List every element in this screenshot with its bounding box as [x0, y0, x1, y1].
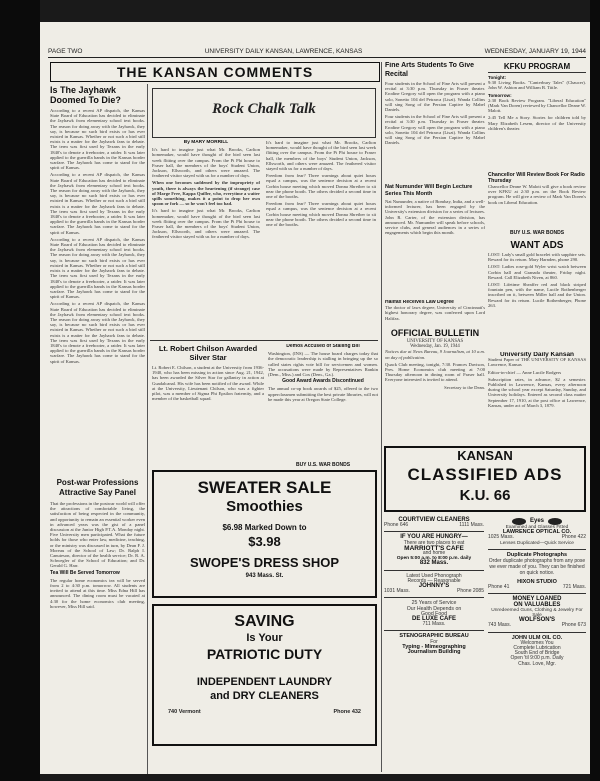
fine-arts-text: Four students in the School of Fine Arts will present a recital at 3:30 p.m. Thursday in Fraser theater. Erodine Gregory will open the program with a piano solo, Sonetto 104 del Petrarca (Liszt). Wanda Collins will sing Song of the Persian Captive by Mabel Daniels.: [385, 81, 485, 113]
ulm-hours: Open 'til 9:00 p.m. Daily: [510, 655, 564, 662]
war-bonds-banner-2: BUY U.S. WAR BONDS: [509, 230, 565, 236]
kfku-t1: 9:30 Living Books. "Canterbury Tales" (Chaucer). John W. Ashton and William B. Tittle.: [488, 80, 586, 91]
demos-title: Demos Accused of Stalling Bill: [286, 344, 360, 349]
saving-ad: [152, 604, 377, 746]
laundry-address: 740 Vermont: [168, 709, 201, 715]
issue-date: WEDNESDAY, JANUARY 19, 1944: [484, 48, 586, 55]
patriotic-duty-text: PATRIOTIC DUTY: [206, 646, 323, 662]
divider: [150, 340, 378, 341]
official-bulletin: [385, 328, 485, 438]
malott-text: Chancellor Deane W. Malott will give a book review over KFKU at 2:30 p.m. on the Book Review program. He will give a review of Mark Van Doren's book on Liberal Education.: [488, 184, 586, 205]
want-ad-3: LOST: Lifetime Sheaffer red and black striped fountain pen, with the name, Lucile Rothenberger inscribed on it, between Miller hall and the Union. Reward for its return. Lucile Rothenberger, Phone 263.: [488, 282, 586, 308]
halifax-title: Halifax Receives Law Degree: [385, 300, 454, 305]
steno-location: Journalism Building: [407, 649, 461, 656]
courtview-phone: Phone 646: [384, 522, 409, 529]
ad-divider: [488, 632, 586, 633]
rock-chalk-byline: By MARY MORRILL: [183, 140, 229, 145]
bulletin-date: Wednesday, Jan. 19, 1944: [410, 344, 460, 350]
column-divider-2: [381, 62, 382, 772]
demos-text: Washington, (INS) — The house board charges today that the democratic leadership is stalling in bringing up the so called states rights vote bill for servicemen and women. The accusations were made by Representatives Rankin (Dem., Miss.) and Cox (Dem., Ga.).: [268, 351, 378, 378]
postwar-text: That the professions in the postwar world will offer the attractions of comfortable living, the satisfaction of being respected in the community, and opportunity to remain an essential worker even in advanced years was the gist of a panel discussion at the Junior High P.T.A. Monday night. Five University men participated. What the future holds for those who enter law, medicine, teaching, or the ministry was discussed in turn, by Dean F. J. Moreau of the School of Law; Dr. Ralph I. Canuteson, director of the health service; Dr. R. A. Schwegler of the School of Education; and Dr. Gerald G. Harr.: [50, 501, 145, 569]
eyes-row: [488, 518, 586, 525]
hixon-contact: [488, 585, 586, 590]
lenses-text: Lenses Duplicated—Quick Service: [500, 540, 574, 546]
hixon-phone: Phone 41: [488, 584, 510, 591]
marriott-address: 832 Mass.: [419, 560, 449, 567]
smoothies-heading: Smoothies: [226, 498, 303, 515]
scan-border-right: [590, 0, 600, 781]
laundry-contact: [154, 703, 375, 715]
award-text: The annual co-op book awards of $25, offered to the two upperclassmen submitting the best private libraries, will not be made this year at Oregon State College.: [268, 386, 378, 402]
masthead-text: Subscription rates, in advance, $2 a semester. Published in Lawrence, Kansas, every afternoon during the school year except Saturday, Sunday, and University holidays. Entered as second class matter September 17, 1910, at the post office at Lawrence, Kansas, under act of March 3, 1879.: [488, 376, 586, 408]
marked-down-text: $6.98 Marked Down to: [222, 523, 307, 532]
courtview-contact: [384, 523, 484, 528]
paper-title: UNIVERSITY DAILY KANSAN, LAWRENCE, KANSAS: [204, 48, 363, 55]
jayhawk-text: According to a recent AP dispatch, the Kansas State Board of Education has decided to eliminate the Jayhawk from elementary school text books. The reason for doing away with the Jayhawk, they say, is because no such bird exists or has ever existed in Kansas. Whether or not such a bird still exists is a matter for the Jayhawk fans to debate. The term was first used by Texans in the early 1840's to denote a freebooter, a raider. It was later applied to the guerrilla bands in the Kansas border warfare. The Jayhawk has come to stand for the spirit of Kansas.: [50, 108, 145, 171]
eyes-text: Eyes: [529, 517, 544, 524]
ad-divider: [384, 597, 484, 598]
wolfson-address: 743 Mass.: [488, 622, 512, 629]
is-your-text: Is Your: [246, 632, 283, 644]
postwar-title: Post-war Professions Attractive Say Panel: [56, 478, 139, 497]
scan-border-left: [0, 0, 40, 781]
ad-divider: [384, 570, 484, 571]
eye-icon: [548, 518, 562, 525]
laundry-phone: Phone 432: [333, 709, 361, 715]
rock-chalk-column-2: [266, 140, 376, 340]
chilson-title: Lt. Robert Chilson Awarded Silver Star: [158, 344, 258, 362]
fine-arts-text-cont: Four students in the School of Fine Arts will present a recital at 3:30 p.m. Thursday in Fraser theater. Erodine Gregory will open the program with a piano solo, Sonetto 104 del Petrarca (Liszt). Wanda Collins will sing Song of the Persian Captive by Mabel Daniels.: [385, 114, 485, 146]
years-line-2: Our Health Depends on: [406, 605, 462, 612]
saving-heading: SAVING: [234, 613, 295, 630]
rock-chalk-text-3: Freedom from fear? Three warnings about quiet hours equal a campus, was the sentence decision at a recent Corbin house meeting which moved Donna Shreiber to sit near the phone booth. The others decided a second time in one of the booths.: [266, 173, 376, 200]
sweater-sale-ad: [152, 470, 377, 598]
tea-title: Tea Will Be Served Tomorrow: [50, 569, 120, 576]
steno-services: Typing - Mimeographing: [402, 643, 466, 650]
johnnys-address: 1031 Mass.: [384, 588, 410, 595]
postwar-article: [50, 478, 145, 774]
steno-for: For: [430, 638, 438, 645]
comments-banner: [50, 62, 380, 82]
optical-phone: Phone 422: [561, 534, 586, 541]
jayhawk-article: [50, 85, 145, 475]
swopes-name: SWOPE'S DRESS SHOP: [189, 555, 339, 570]
ad-divider: [384, 630, 484, 631]
rock-chalk-text-1c: It's hard to imagine just what Mr. Brooks, Carlton homemaker, would have thought of the bird seen last week flitting over the campus. From the Pi Phi house to Fraser hall, the members of the boys' Student Union, Jackson, Ellsworth, and others were amazed. The feathered visitor stayed with us for a number of days.: [266, 140, 376, 172]
hixon-name: HIXON STUDIO: [517, 579, 557, 586]
rock-chalk-column-1: [152, 140, 260, 340]
hungry-sub: There are two places to eat: [403, 539, 465, 546]
marriott-hours: Open 5:00 a.m. to 8:00 p.m. daily: [396, 556, 472, 562]
examined-text: Examined and Glasses Fitted: [505, 525, 569, 530]
money-line-1: MONEY LOANED: [512, 596, 562, 603]
deluxe-address: 711 Mass.: [422, 621, 446, 628]
wolfson-contact: [488, 623, 586, 628]
malott-title: Chancellor Will Review Book For Radio Thursday: [488, 172, 585, 184]
masthead-editor: Editor-in-chief — Anne Lucile Rodgers: [488, 369, 562, 375]
war-bonds-banner: BUY U.S. WAR BONDS: [295, 462, 351, 468]
johnnys-name: JOHNNY'S: [418, 583, 450, 590]
jayhawk-text-cont2: According to a recent AP dispatch, the Kansas State Board of Education has decided to eliminate the Jayhawk from elementary school text books. The reason for doing away with the Jayhawk, they say, is because no such bird exists or has ever existed in Kansas. Whether or not such a bird still exists is a matter for the Jayhawk fans to debate. The term was first used by Texans in the early 1840's to denote a freebooter, a raider. It was later applied to the guerrilla bands in the Kansas border warfare. The Jayhawk has come to stand for the spirit of Kansas.: [50, 236, 145, 300]
deluxe-name: DE LUXE CAFE: [411, 616, 456, 623]
courtview-name: COURTVIEW CLEANERS: [398, 517, 470, 523]
want-ad-2: LOST: Ladies rose-gold Wyler wrist watch between Corbin hall and Granada theater, Friday night. Reward. Call Elizabeth Niven, at 860.: [488, 264, 586, 280]
bulletin-subtitle: UNIVERSITY OF KANSAS: [406, 339, 464, 344]
courtview-address: 1111 Mass.: [459, 522, 484, 529]
want-ad-1: LOST: Lady's small gold bracelet with sapphire sets. Reward for its return. Mary Harnden, phone 290.: [488, 252, 586, 263]
fine-arts-article: [385, 62, 485, 182]
newspaper-page: [40, 22, 590, 774]
bulletin-note: Notices due at News Bureau, 9 Journalism, at 10 a.m. on day of publication.: [385, 349, 485, 360]
demos-article: [268, 344, 378, 464]
classified-right: [488, 516, 586, 772]
masthead-title: University Daily Kansan: [499, 352, 575, 358]
page-header: [48, 48, 586, 58]
rock-chalk-text-1b: It's hard to imagine just what Mr. Brooks, Carlton homemaker, would have thought of the bird seen last week flitting over the campus. From the Pi Phi house to Fraser hall, the members of the boys' Student Union, Jackson, Ellsworth, and others were amazed. The feathered visitor stayed with us for a number of days.: [152, 208, 260, 240]
kfku-tomorrow: Tomorrow:: [488, 92, 512, 98]
bulletin-sign: Secretary to the Dean.: [444, 384, 485, 390]
numunder-text: Nat Numunder, a native of Bombay, India, and a well-informed lecturer, has been engaged by the University's extension division for a series of lectures. John R. Carter, of the extension division, has announced. Mr. Numunder will speak before schools, service clubs, and general audiences in a series of engagements which begin this month.: [385, 199, 485, 236]
dry-cleaners-name: and DRY CLEANERS: [210, 690, 319, 702]
hungry-heading: IF YOU ARE HUNGRY—: [400, 534, 468, 541]
eye-icon: [512, 518, 526, 525]
want-ads-title: WANT ADS: [510, 240, 564, 251]
kfku-tonight: Tonight:: [488, 75, 507, 80]
dup-heading: Duplicate Photographs: [506, 551, 568, 558]
rock-chalk-text-3b: Freedom from fear? Three warnings about quiet hours equal a campus, was the sentence decision at a recent Corbin house meeting which moved Donna Shreiber to sit near the phone booth. The others decided a second time in one of the booths.: [266, 201, 376, 228]
money-line-2: ON VALUABLES: [513, 601, 561, 608]
kfku-title: KFKU PROGRAM: [488, 62, 586, 73]
page-number: PAGE TWO: [48, 48, 83, 55]
comments-banner-text: THE KANSAN COMMENTS: [116, 64, 314, 80]
johnnys-phone: Phone 2085: [457, 588, 484, 595]
rock-chalk-title: Rock Chalk Talk: [212, 101, 316, 117]
optical-name: LAWRENCE OPTICAL CO.: [502, 529, 572, 536]
laundry-name: INDEPENDENT LAUNDRY: [196, 676, 333, 688]
chilson-article: [152, 344, 264, 454]
optical-address: 1025 Mass.: [488, 534, 514, 541]
jayhawk-text-cont: According to a recent AP dispatch, the Kansas State Board of Education has decided to eliminate the Jayhawk from elementary school text books. The reason for doing away with the Jayhawk, they say, is because no such bird exists or has ever existed in Kansas. Whether or not such a bird still exists is a matter for the Jayhawk fans to debate. The term was first used by Texans in the early 1840's to denote a freebooter, a raider. It was later applied to the guerrilla bands in the Kansas border warfare. The Jayhawk has come to stand for the spirit of Kansas.: [50, 172, 145, 235]
sale-price: $3.98: [248, 534, 281, 549]
ulm-service: Complete Lubrication: [513, 645, 561, 652]
classified-phone: K.U. 66: [459, 487, 511, 504]
steno-name: STENOGRAPHIC BUREAU: [399, 633, 469, 640]
chilson-text: Lt. Robert E. Chilson, a student at the University from 1936-1940, who has been missing in action since Aug. 21, 1942, has been awarded the Silver Star for gallantry in action at Guadalcanal. His wife has been notified of the award. While at the University, Lieutenant Chilson, who was a fighter pilot, was a member of Sigma Phi Epsilon fraternity, and a member of the basketball squad.: [152, 365, 264, 402]
numunder-title: Nat Numunder Will Begin Lecture Series This Month: [385, 184, 473, 197]
numunder-article: [385, 184, 485, 304]
want-ads: [488, 240, 586, 350]
classified-ads-heading: CLASSIFIED ADS: [407, 465, 563, 484]
classified-left: [384, 516, 484, 772]
ulm-manager: Chas. Love, Mgr.: [518, 660, 556, 667]
rock-chalk-text-1: It's hard to imagine just what Mr. Brooks, Carlton homemaker, would have thought of the bird seen last week flitting over the campus. From the Pi Phi house to Fraser hall, the members of the boys' Student Union, Jackson, Ellsworth, and others were amazed. The feathered visitor stayed with us for a number of days.: [152, 147, 260, 179]
bulletin-text: Quack Club meeting, tonight, 7:30. Frances Davison, Pres. Home Economics club meeting at 7:00 Thursday afternoon in dining room of Fraser hall. Everyone interested is invited to attend.: [385, 361, 485, 383]
fine-arts-title: Fine Arts Students To Give Recital: [385, 62, 475, 78]
tea-text: The regular home economics tea will be served from 2 to 4:30 p.m. tomorrow. All students are invited to attend at this time. Miss Edna Hill has announced. The dining room must be vacated at 4:30 for the home economics club meeting, however, Miss Hill said.: [50, 577, 145, 609]
years-line-3: Good Food: [421, 610, 447, 617]
rock-chalk-text-2: When one becomes saddened by the impropriety of youth, there is always the heartening (if strange) case of Marge Free, Kappa Quiller, who, everytime a waiter spills something, makes it a point to drop her own spoon or fork — so he won't feel too bad.: [152, 180, 260, 207]
ulm-welcome: Welcomes You: [520, 639, 554, 646]
phonograph-line-2: Records — Reasonable: [407, 577, 461, 584]
classified-kansan: KANSAN: [457, 448, 513, 463]
classified-banner: [384, 446, 586, 512]
sweater-sale-heading: SWEATER SALE: [197, 478, 332, 497]
kfku-t2: 2:30 Book Review Program. "Liberal Education" (Mark Van Doren) reviewed by Chancellor Deane W. Malott.: [488, 97, 586, 114]
jayhawk-title: Is The Jayhawk Doomed To Die?: [50, 85, 121, 105]
ad-divider: [384, 531, 484, 532]
ad-divider: [488, 593, 586, 594]
award-title: Good Award Awards Discontinued: [282, 378, 364, 385]
kfku-program: [488, 62, 586, 172]
money-line-3: Unredeemed Guns, Clothing & Jewelry For Sale: [491, 607, 583, 619]
kfku-t3: 2:45 Tell Me a Story. Stories for children told by Mary Elizabeth Lesem, director of the University children's theater.: [488, 115, 586, 131]
bulletin-title: OFFICIAL BULLETIN: [390, 328, 480, 338]
malott-article: [488, 172, 586, 228]
marriott-name: MARRIOTT'S CAFE: [404, 544, 464, 552]
column-divider: [147, 84, 148, 774]
phonograph-line-1: Latest Used Phonograph: [406, 572, 462, 579]
wolfson-name: WOLFSON'S: [518, 617, 556, 624]
johnnys-contact: [384, 589, 484, 594]
dup-text: Order duplicate photographs from any pose we ever made of you. They can be finished on quick notice.: [488, 558, 586, 577]
masthead-sub: Student Paper of THE UNIVERSITY OF KANSAS Lawrence, Kansas: [488, 357, 586, 368]
ad-divider: [488, 549, 586, 550]
years-line-1: 25 Years of Service: [411, 600, 457, 607]
halifax-text: The doctor of laws degree, University of Cincinnati's highest honorary degree, was conferred upon Lord Halifax.: [385, 305, 485, 321]
marriott-and-home: and home: [422, 550, 446, 557]
jayhawk-text-cont3: According to a recent AP dispatch, the Kansas State Board of Education has decided to eliminate the Jayhawk from elementary school text books. The reason for doing away with the Jayhawk, they say, is because no such bird exists or has ever existed in Kansas. Whether or not such a bird still exists is a matter for the Jayhawk fans to debate. The term was first used by Texans in the early 1840's to denote a freebooter, a raider. It was later applied to the guerrilla bands in the Kansas border warfare. The Jayhawk has come to stand for the spirit of Kansas.: [50, 301, 145, 364]
swopes-address: 943 Mass. St.: [245, 573, 284, 579]
halifax-article: [385, 300, 485, 324]
ulm-name: JOHN ULM OIL CO.: [511, 634, 563, 641]
rock-chalk-box: [152, 88, 376, 138]
masthead: [488, 352, 586, 444]
ulm-location: South End of Bridge: [514, 650, 560, 657]
hixon-address: 721 Mass.: [562, 584, 586, 591]
wolfson-phone: Phone 673: [561, 622, 586, 629]
